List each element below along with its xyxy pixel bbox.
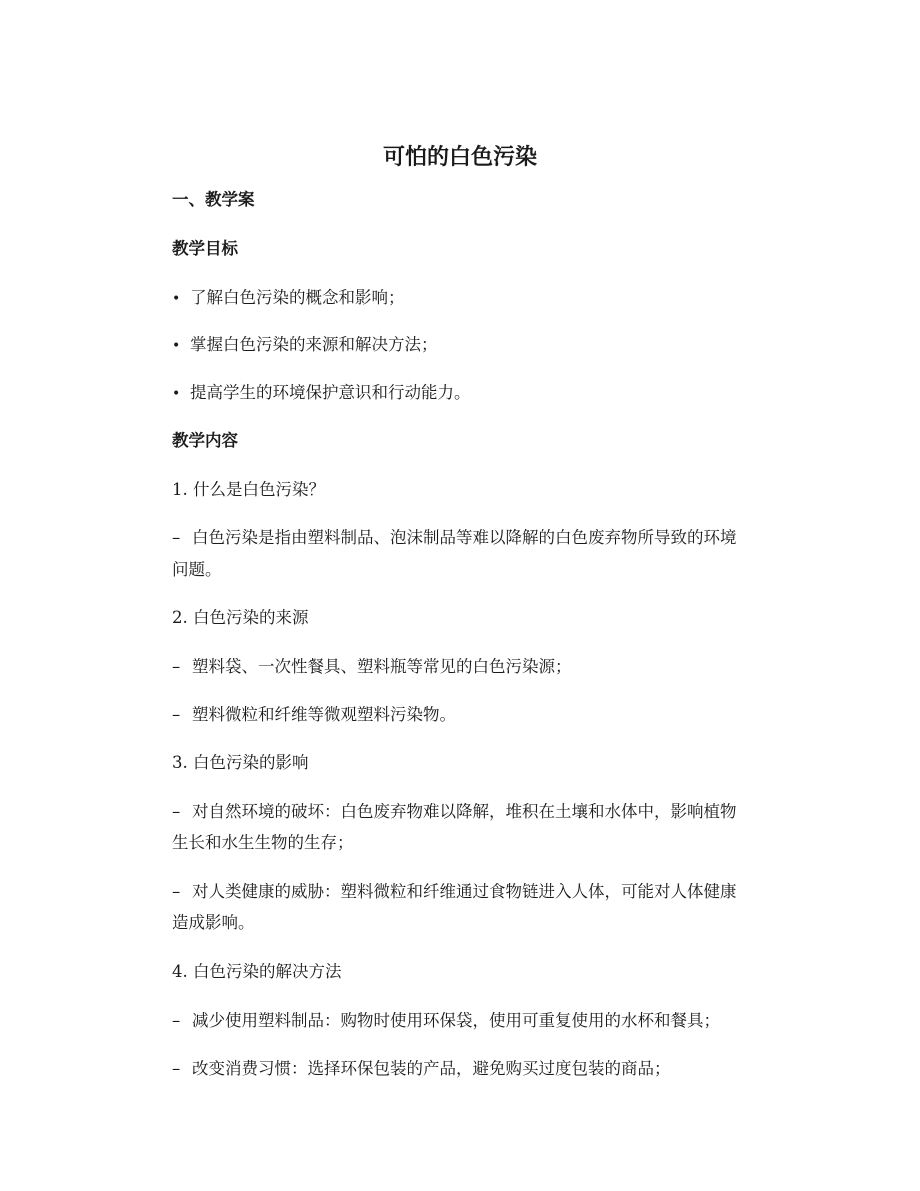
- content-dash-item: [172, 1054, 792, 1084]
- dash-icon: –: [172, 802, 181, 821]
- content-dash-continuation: 问题。: [172, 560, 222, 579]
- page-title: 可怕的白色污染: [382, 145, 537, 170]
- content-item-title: 2. 白色污染的来源: [172, 608, 309, 627]
- dash-icon: –: [172, 528, 181, 547]
- content-dash-item: [172, 877, 792, 907]
- dash-text: 白色污染是指由塑料制品、泡沫制品等难以降解的白色废弃物所导致的环境: [192, 528, 737, 547]
- bullet-icon: •: [172, 338, 181, 354]
- content-dash-item: [172, 523, 792, 553]
- content-dash-item: [172, 797, 792, 827]
- content-dash-continuation: 生长和水生生物的生存；: [172, 833, 354, 852]
- goal-item: [172, 378, 792, 409]
- dash-text: 减少使用塑料制品：购物时使用环保袋，使用可重复使用的水杯和餐具；: [192, 1011, 720, 1030]
- bullet-icon: •: [172, 291, 181, 307]
- content-item-title: 4. 白色污染的解决方法: [172, 962, 342, 981]
- goal-text: 提高学生的环境保护意识和行动能力。: [190, 383, 471, 402]
- content-item-title: 1. 什么是白色污染？: [172, 480, 325, 499]
- content-heading: 教学内容: [172, 431, 238, 450]
- content-item-title: 3. 白色污染的影响: [172, 753, 309, 772]
- content-dash-continuation: 造成影响。: [172, 913, 255, 932]
- dash-text: 对人类健康的威胁：塑料微粒和纤维通过食物链进入人体，可能对人体健康: [192, 882, 737, 901]
- dash-icon: –: [172, 1059, 181, 1078]
- content-dash-item: [172, 652, 792, 682]
- dash-text: 对自然环境的破坏：白色废弃物难以降解，堆积在土壤和水体中，影响植物: [192, 802, 737, 821]
- dash-icon: –: [172, 882, 181, 901]
- goal-item: [172, 283, 792, 314]
- dash-icon: –: [172, 705, 181, 724]
- dash-text: 塑料袋、一次性餐具、塑料瓶等常见的白色污染源；: [192, 657, 572, 676]
- dash-text: 塑料微粒和纤维等微观塑料污染物。: [192, 705, 456, 724]
- section-heading: 一、教学案: [172, 190, 255, 209]
- content-dash-item: [172, 700, 792, 730]
- goal-text: 了解白色污染的概念和影响；: [190, 288, 405, 307]
- dash-icon: –: [172, 1011, 181, 1030]
- bullet-icon: •: [172, 386, 181, 402]
- goal-item: [172, 330, 792, 361]
- content-dash-item: [172, 1006, 792, 1036]
- dash-icon: –: [172, 657, 181, 676]
- dash-text: 改变消费习惯：选择环保包装的产品，避免购买过度包装的商品；: [192, 1059, 671, 1078]
- goal-text: 掌握白色污染的来源和解决方法；: [190, 335, 438, 354]
- goals-heading: 教学目标: [172, 239, 238, 258]
